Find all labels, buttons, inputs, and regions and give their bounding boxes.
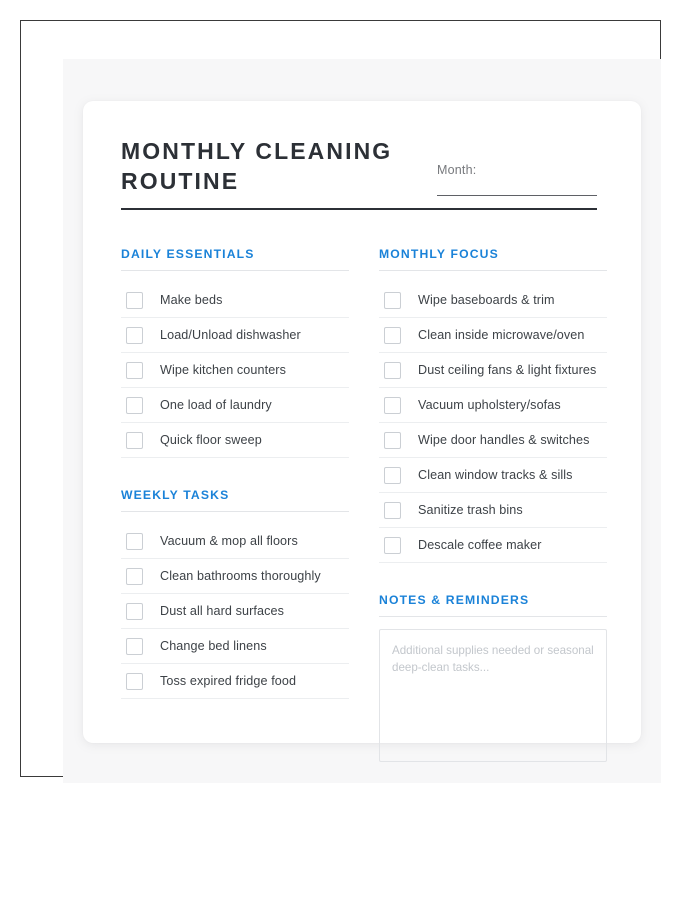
section-heading-notes-reminders: NOTES & REMINDERS — [379, 593, 530, 607]
list-item-label: Toss expired fridge food — [160, 674, 297, 688]
checklist-weekly-tasks — [121, 524, 349, 699]
list-item[interactable] — [379, 528, 607, 563]
checkbox-icon[interactable] — [384, 292, 401, 309]
section-divider — [379, 270, 607, 271]
section-divider — [121, 511, 349, 512]
section-daily-essentials — [121, 247, 349, 458]
list-item[interactable] — [121, 318, 349, 353]
checkbox-icon[interactable] — [384, 502, 401, 519]
list-item[interactable] — [379, 423, 607, 458]
list-item[interactable] — [379, 283, 607, 318]
list-item[interactable] — [379, 353, 607, 388]
list-item[interactable] — [379, 493, 607, 528]
checkbox-icon[interactable] — [126, 568, 143, 585]
checklist-sheet — [83, 101, 641, 743]
page-title: MONTHLY CLEANING ROUTINE — [121, 138, 393, 194]
checklist-monthly-focus — [379, 283, 607, 563]
checkbox-icon[interactable] — [126, 638, 143, 655]
list-item[interactable] — [121, 524, 349, 559]
document-header — [121, 137, 597, 210]
list-item-label: Sanitize trash bins — [418, 503, 523, 517]
list-item[interactable] — [379, 458, 607, 493]
list-item-label: Descale coffee maker — [418, 538, 542, 552]
section-monthly-focus — [379, 247, 607, 563]
checkbox-icon[interactable] — [126, 327, 143, 344]
checkbox-icon[interactable] — [384, 397, 401, 414]
section-heading-daily-essentials: DAILY ESSENTIALS — [121, 247, 255, 261]
list-item[interactable] — [121, 629, 349, 664]
checkbox-icon[interactable] — [126, 397, 143, 414]
list-item-label: Wipe baseboards & trim — [418, 293, 555, 307]
checkbox-icon[interactable] — [126, 292, 143, 309]
right-column — [379, 247, 607, 770]
page-frame — [20, 20, 661, 777]
checklist-daily-essentials — [121, 283, 349, 458]
list-item-label: Clean bathrooms thoroughly — [160, 569, 321, 583]
month-field-group — [437, 163, 597, 196]
list-item-label: Wipe kitchen counters — [160, 363, 286, 377]
checkbox-icon[interactable] — [126, 432, 143, 449]
list-item-label: Vacuum & mop all floors — [160, 534, 298, 548]
section-spacer — [379, 571, 607, 593]
list-item-label: Clean window tracks & sills — [418, 468, 573, 482]
list-item[interactable] — [379, 318, 607, 353]
month-label: Month: — [437, 163, 477, 177]
checkbox-icon[interactable] — [126, 362, 143, 379]
list-item-label: Clean inside microwave/oven — [418, 328, 585, 342]
list-item-label: Load/Unload dishwasher — [160, 328, 301, 342]
list-item-label: Dust all hard surfaces — [160, 604, 284, 618]
list-item-label: One load of laundry — [160, 398, 272, 412]
list-item-label: Wipe door handles & switches — [418, 433, 590, 447]
notes-placeholder-text: Additional supplies needed or seasonal deep-clean tasks... — [392, 644, 594, 674]
checkbox-icon[interactable] — [126, 533, 143, 550]
list-item-label: Dust ceiling fans & light fixtures — [418, 363, 597, 377]
section-divider — [121, 270, 349, 271]
checkbox-icon[interactable] — [384, 467, 401, 484]
list-item[interactable] — [121, 283, 349, 318]
section-heading-weekly-tasks: WEEKLY TASKS — [121, 488, 230, 502]
list-item[interactable] — [379, 388, 607, 423]
checkbox-icon[interactable] — [384, 537, 401, 554]
checkbox-icon[interactable] — [126, 603, 143, 620]
list-item-label: Quick floor sweep — [160, 433, 262, 447]
checkbox-icon[interactable] — [384, 432, 401, 449]
list-item[interactable] — [121, 664, 349, 699]
checkbox-icon[interactable] — [384, 362, 401, 379]
list-item[interactable] — [121, 353, 349, 388]
checkbox-icon[interactable] — [384, 327, 401, 344]
list-item[interactable] — [121, 388, 349, 423]
left-column — [121, 247, 349, 770]
list-item[interactable] — [121, 594, 349, 629]
section-heading-monthly-focus: MONTHLY FOCUS — [379, 247, 499, 261]
list-item-label: Vacuum upholstery/sofas — [418, 398, 561, 412]
list-item-label: Make beds — [160, 293, 223, 307]
section-divider — [379, 616, 607, 617]
list-item-label: Change bed linens — [160, 639, 267, 653]
checkbox-icon[interactable] — [126, 673, 143, 690]
notes-input[interactable] — [379, 629, 607, 762]
section-weekly-tasks — [121, 488, 349, 699]
month-write-on-line[interactable] — [437, 195, 597, 196]
title-underline — [121, 208, 597, 210]
checklist-columns — [121, 247, 607, 770]
section-notes-reminders — [379, 593, 607, 762]
list-item[interactable] — [121, 559, 349, 594]
section-spacer — [121, 466, 349, 488]
list-item[interactable] — [121, 423, 349, 458]
